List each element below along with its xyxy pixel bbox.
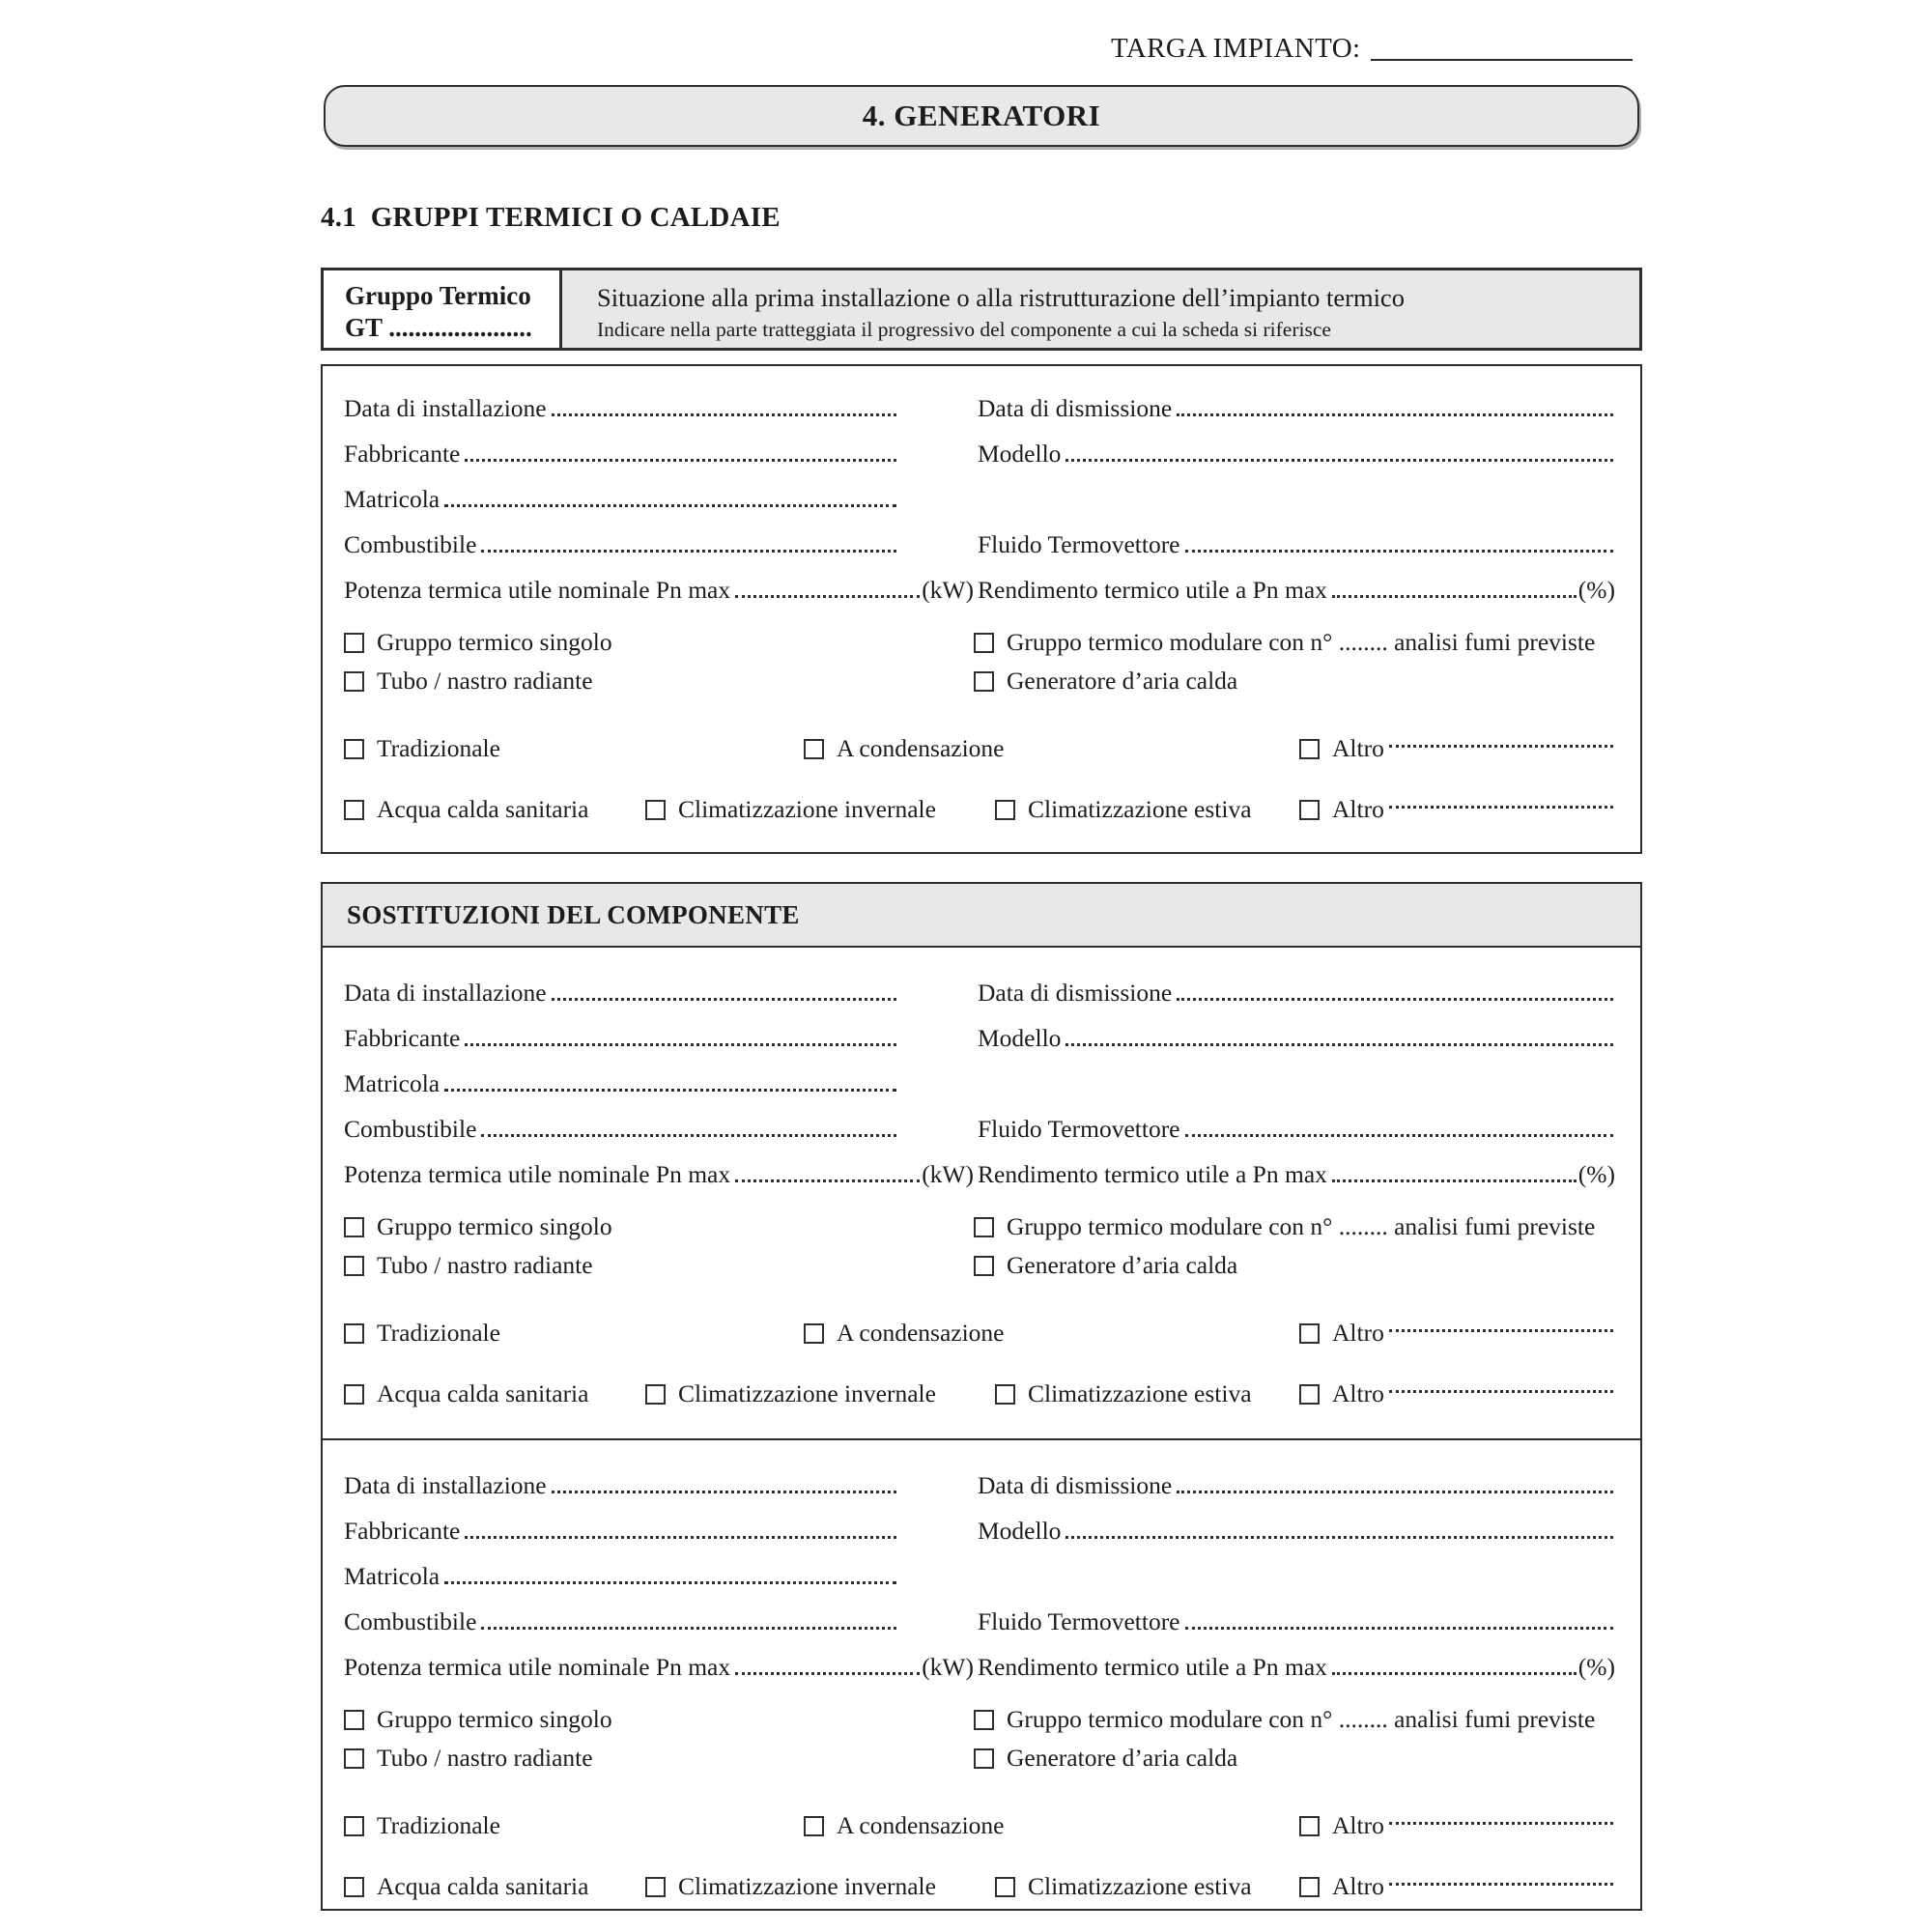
dotted-fill-line[interactable] <box>1185 550 1613 553</box>
gruppo-termico-code-fill[interactable]: GT ...................... <box>345 313 532 342</box>
field-label-fluido-termovettore: Fluido Termovettore <box>978 1114 1180 1143</box>
dotted-fill-line[interactable] <box>735 595 920 598</box>
field-label-data-installazione: Data di installazione <box>344 978 547 1007</box>
dotted-fill-line[interactable] <box>1177 413 1613 416</box>
dotted-fill-line[interactable] <box>1065 1536 1613 1539</box>
field-row <box>344 1508 1615 1553</box>
option-label-a-condensazione: A condensazione <box>837 734 1005 762</box>
checkbox-a-condensazione[interactable] <box>804 1323 824 1344</box>
field-row <box>344 476 1615 522</box>
checkbox-climatizzazione-invernale[interactable] <box>645 1877 666 1897</box>
checkbox-row <box>344 1314 1615 1352</box>
first-installation-box <box>321 364 1642 854</box>
checkbox-tubo-nastro-radiante[interactable] <box>344 671 364 692</box>
checkbox-tradizionale[interactable] <box>344 739 364 759</box>
dotted-fill-line[interactable] <box>1332 595 1577 598</box>
generator-record-block <box>323 1440 1640 1906</box>
field-row <box>344 522 1615 567</box>
checkbox-altro-tipo[interactable] <box>1299 739 1320 759</box>
dotted-fill-line[interactable] <box>1389 1883 1613 1886</box>
field-label-fabbricante: Fabbricante <box>344 1516 461 1545</box>
field-label-modello: Modello <box>978 1023 1062 1052</box>
field-label-matricola: Matricola <box>344 1068 440 1097</box>
unit-percent: (%) <box>1577 1652 1615 1681</box>
dotted-fill-line[interactable] <box>444 1581 896 1584</box>
unit-percent: (%) <box>1577 575 1615 604</box>
checkbox-row <box>344 1375 1615 1413</box>
checkbox-gruppo-termico-modulare[interactable] <box>974 633 994 653</box>
sostituzioni-header-band <box>323 884 1640 948</box>
option-label-gruppo-termico-modulare: Gruppo termico modulare con n° ........ analisi fumi previste <box>1007 1212 1596 1240</box>
option-label-climatizzazione-estiva: Climatizzazione estiva <box>1028 1872 1252 1900</box>
option-label-altro: Altro <box>1332 1379 1384 1407</box>
sostituzioni-box <box>321 882 1642 1911</box>
gruppo-termico-cell <box>324 270 562 348</box>
dotted-fill-line[interactable] <box>444 1089 896 1092</box>
checkbox-gruppo-termico-modulare[interactable] <box>974 1217 994 1237</box>
checkbox-acqua-calda-sanitaria[interactable] <box>344 800 364 820</box>
field-label-data-dismissione: Data di dismissione <box>978 978 1173 1007</box>
field-row <box>344 431 1615 476</box>
gruppo-termico-header-table <box>321 268 1642 351</box>
field-label-potenza: Potenza termica utile nominale Pn max <box>344 1652 731 1681</box>
checkbox-a-condensazione[interactable] <box>804 1816 824 1836</box>
dotted-fill-line[interactable] <box>1177 998 1613 1001</box>
option-label-acqua-calda-sanitaria: Acqua calda sanitaria <box>377 795 589 823</box>
option-label-tradizionale: Tradizionale <box>377 1811 500 1839</box>
option-label-climatizzazione-estiva: Climatizzazione estiva <box>1028 795 1252 823</box>
field-label-rendimento: Rendimento termico utile a Pn max <box>978 1159 1327 1188</box>
field-label-potenza: Potenza termica utile nominale Pn max <box>344 575 731 604</box>
field-label-rendimento: Rendimento termico utile a Pn max <box>978 575 1327 604</box>
checkbox-row <box>344 790 1615 829</box>
unit-kw: (kW) <box>922 575 974 604</box>
option-label-generatore-aria-calda: Generatore d’aria calda <box>1007 1251 1238 1279</box>
targa-impianto-label: TARGA IMPIANTO: <box>1111 33 1361 64</box>
field-label-data-installazione: Data di installazione <box>344 393 547 422</box>
field-label-fabbricante: Fabbricante <box>344 1023 461 1052</box>
option-label-generatore-aria-calda: Generatore d’aria calda <box>1007 1744 1238 1772</box>
checkbox-row <box>344 662 1615 700</box>
dotted-fill-line[interactable] <box>481 550 896 553</box>
option-label-altro: Altro <box>1332 1319 1384 1347</box>
field-label-fabbricante: Fabbricante <box>344 439 461 468</box>
checkbox-gruppo-termico-singolo[interactable] <box>344 1710 364 1730</box>
field-row <box>344 1644 1615 1690</box>
checkbox-climatizzazione-invernale[interactable] <box>645 800 666 820</box>
option-label-acqua-calda-sanitaria: Acqua calda sanitaria <box>377 1379 589 1407</box>
checkbox-row <box>344 1867 1615 1906</box>
checkbox-altro-servizio[interactable] <box>1299 1877 1320 1897</box>
option-label-a-condensazione: A condensazione <box>837 1319 1005 1347</box>
field-label-fluido-termovettore: Fluido Termovettore <box>978 1606 1180 1635</box>
dotted-fill-line[interactable] <box>1389 1822 1613 1825</box>
field-label-fluido-termovettore: Fluido Termovettore <box>978 529 1180 558</box>
checkbox-altro-tipo[interactable] <box>1299 1816 1320 1836</box>
option-label-altro: Altro <box>1332 1811 1384 1839</box>
dotted-fill-line[interactable] <box>552 998 896 1001</box>
checkbox-acqua-calda-sanitaria[interactable] <box>344 1877 364 1897</box>
checkbox-climatizzazione-estiva[interactable] <box>995 1877 1015 1897</box>
generator-record-block <box>323 948 1640 1413</box>
checkbox-a-condensazione[interactable] <box>804 739 824 759</box>
field-label-potenza: Potenza termica utile nominale Pn max <box>344 1159 731 1188</box>
section-title: 4. GENERATORI <box>862 99 1101 132</box>
dotted-fill-line[interactable] <box>1389 745 1613 748</box>
option-label-tubo-nastro-radiante: Tubo / nastro radiante <box>377 1744 593 1772</box>
checkbox-row <box>344 1246 1615 1285</box>
checkbox-tubo-nastro-radiante[interactable] <box>344 1256 364 1276</box>
field-row <box>344 970 1615 1015</box>
targa-impianto-row <box>1111 33 1633 65</box>
option-label-tubo-nastro-radiante: Tubo / nastro radiante <box>377 667 593 695</box>
option-label-altro: Altro <box>1332 1872 1384 1900</box>
checkbox-row <box>344 623 1615 662</box>
checkbox-climatizzazione-invernale[interactable] <box>645 1384 666 1405</box>
dotted-fill-line[interactable] <box>1389 1390 1613 1393</box>
field-row <box>344 1151 1615 1197</box>
dotted-fill-line[interactable] <box>1065 1043 1613 1046</box>
field-label-matricola: Matricola <box>344 484 440 513</box>
field-row <box>344 1599 1615 1644</box>
dotted-fill-line[interactable] <box>1177 1491 1613 1493</box>
option-label-tubo-nastro-radiante: Tubo / nastro radiante <box>377 1251 593 1279</box>
option-label-a-condensazione: A condensazione <box>837 1811 1005 1839</box>
checkbox-tradizionale[interactable] <box>344 1816 364 1836</box>
checkbox-generatore-aria-calda[interactable] <box>974 1256 994 1276</box>
dotted-fill-line[interactable] <box>481 1134 896 1137</box>
field-label-modello: Modello <box>978 1516 1062 1545</box>
generator-record-block <box>323 366 1640 829</box>
section-title-band <box>324 85 1639 147</box>
checkbox-altro-servizio[interactable] <box>1299 1384 1320 1405</box>
field-row <box>344 1061 1615 1106</box>
field-row <box>344 1463 1615 1508</box>
field-label-data-dismissione: Data di dismissione <box>978 1470 1173 1499</box>
dotted-fill-line[interactable] <box>444 504 896 507</box>
field-label-data-dismissione: Data di dismissione <box>978 393 1173 422</box>
field-label-modello: Modello <box>978 439 1062 468</box>
checkbox-row <box>344 1208 1615 1246</box>
checkbox-row <box>344 1806 1615 1845</box>
dotted-fill-line[interactable] <box>1389 806 1613 809</box>
field-label-matricola: Matricola <box>344 1561 440 1590</box>
unit-kw: (kW) <box>922 1159 974 1188</box>
dotted-fill-line[interactable] <box>1332 1179 1577 1182</box>
checkbox-row <box>344 1739 1615 1777</box>
dotted-fill-line[interactable] <box>1332 1672 1577 1675</box>
subsection-title: 4.1 GRUPPI TERMICI O CALDAIE <box>321 202 781 233</box>
option-label-climatizzazione-estiva: Climatizzazione estiva <box>1028 1379 1252 1407</box>
gruppo-termico-description-cell <box>562 270 1639 348</box>
field-label-combustibile: Combustibile <box>344 1114 477 1143</box>
option-label-acqua-calda-sanitaria: Acqua calda sanitaria <box>377 1872 589 1900</box>
gruppo-termico-name: Gruppo Termico <box>345 281 531 310</box>
option-label-gruppo-termico-singolo: Gruppo termico singolo <box>377 1212 612 1240</box>
field-label-rendimento: Rendimento termico utile a Pn max <box>978 1652 1327 1681</box>
checkbox-row <box>344 729 1615 768</box>
unit-percent: (%) <box>1577 1159 1615 1188</box>
option-label-gruppo-termico-modulare: Gruppo termico modulare con n° ........ analisi fumi previste <box>1007 1705 1596 1733</box>
targa-impianto-fill-line[interactable] <box>1371 59 1633 61</box>
option-label-gruppo-termico-modulare: Gruppo termico modulare con n° ........ analisi fumi previste <box>1007 628 1596 656</box>
dotted-fill-line[interactable] <box>1185 1627 1613 1630</box>
dotted-fill-line[interactable] <box>465 1043 896 1046</box>
checkbox-gruppo-termico-modulare[interactable] <box>974 1710 994 1730</box>
option-label-altro: Altro <box>1332 795 1384 823</box>
dotted-fill-line[interactable] <box>1389 1329 1613 1332</box>
header-description-line2: Indicare nella parte tratteggiata il progressivo del componente a cui la scheda si riferisce <box>597 318 1331 341</box>
option-label-gruppo-termico-singolo: Gruppo termico singolo <box>377 1705 612 1733</box>
checkbox-generatore-aria-calda[interactable] <box>974 671 994 692</box>
field-row <box>344 1015 1615 1061</box>
header-description-line1: Situazione alla prima installazione o alla ristrutturazione dell’impianto termico <box>597 283 1405 312</box>
checkbox-tradizionale[interactable] <box>344 1323 364 1344</box>
option-label-altro: Altro <box>1332 734 1384 762</box>
option-label-climatizzazione-invernale: Climatizzazione invernale <box>678 1872 936 1900</box>
field-row <box>344 1106 1615 1151</box>
checkbox-climatizzazione-estiva[interactable] <box>995 800 1015 820</box>
field-label-combustibile: Combustibile <box>344 529 477 558</box>
checkbox-acqua-calda-sanitaria[interactable] <box>344 1384 364 1405</box>
unit-kw: (kW) <box>922 1652 974 1681</box>
option-label-tradizionale: Tradizionale <box>377 734 500 762</box>
dotted-fill-line[interactable] <box>465 1536 896 1539</box>
checkbox-tubo-nastro-radiante[interactable] <box>344 1748 364 1769</box>
dotted-fill-line[interactable] <box>735 1672 920 1675</box>
checkbox-climatizzazione-estiva[interactable] <box>995 1384 1015 1405</box>
checkbox-altro-servizio[interactable] <box>1299 800 1320 820</box>
dotted-fill-line[interactable] <box>465 459 896 462</box>
field-label-combustibile: Combustibile <box>344 1606 477 1635</box>
sostituzioni-title: SOSTITUZIONI DEL COMPONENTE <box>347 899 800 929</box>
checkbox-altro-tipo[interactable] <box>1299 1323 1320 1344</box>
dotted-fill-line[interactable] <box>552 413 896 416</box>
option-label-climatizzazione-invernale: Climatizzazione invernale <box>678 1379 936 1407</box>
checkbox-gruppo-termico-singolo[interactable] <box>344 1217 364 1237</box>
checkbox-gruppo-termico-singolo[interactable] <box>344 633 364 653</box>
checkbox-generatore-aria-calda[interactable] <box>974 1748 994 1769</box>
dotted-fill-line[interactable] <box>552 1491 896 1493</box>
dotted-fill-line[interactable] <box>735 1179 920 1182</box>
option-label-climatizzazione-invernale: Climatizzazione invernale <box>678 795 936 823</box>
field-label-data-installazione: Data di installazione <box>344 1470 547 1499</box>
field-row <box>344 1553 1615 1599</box>
dotted-fill-line[interactable] <box>1185 1134 1613 1137</box>
dotted-fill-line[interactable] <box>481 1627 896 1630</box>
field-row <box>344 567 1615 612</box>
option-label-gruppo-termico-singolo: Gruppo termico singolo <box>377 628 612 656</box>
option-label-generatore-aria-calda: Generatore d’aria calda <box>1007 667 1238 695</box>
field-row <box>344 385 1615 431</box>
checkbox-row <box>344 1700 1615 1739</box>
dotted-fill-line[interactable] <box>1065 459 1613 462</box>
option-label-tradizionale: Tradizionale <box>377 1319 500 1347</box>
